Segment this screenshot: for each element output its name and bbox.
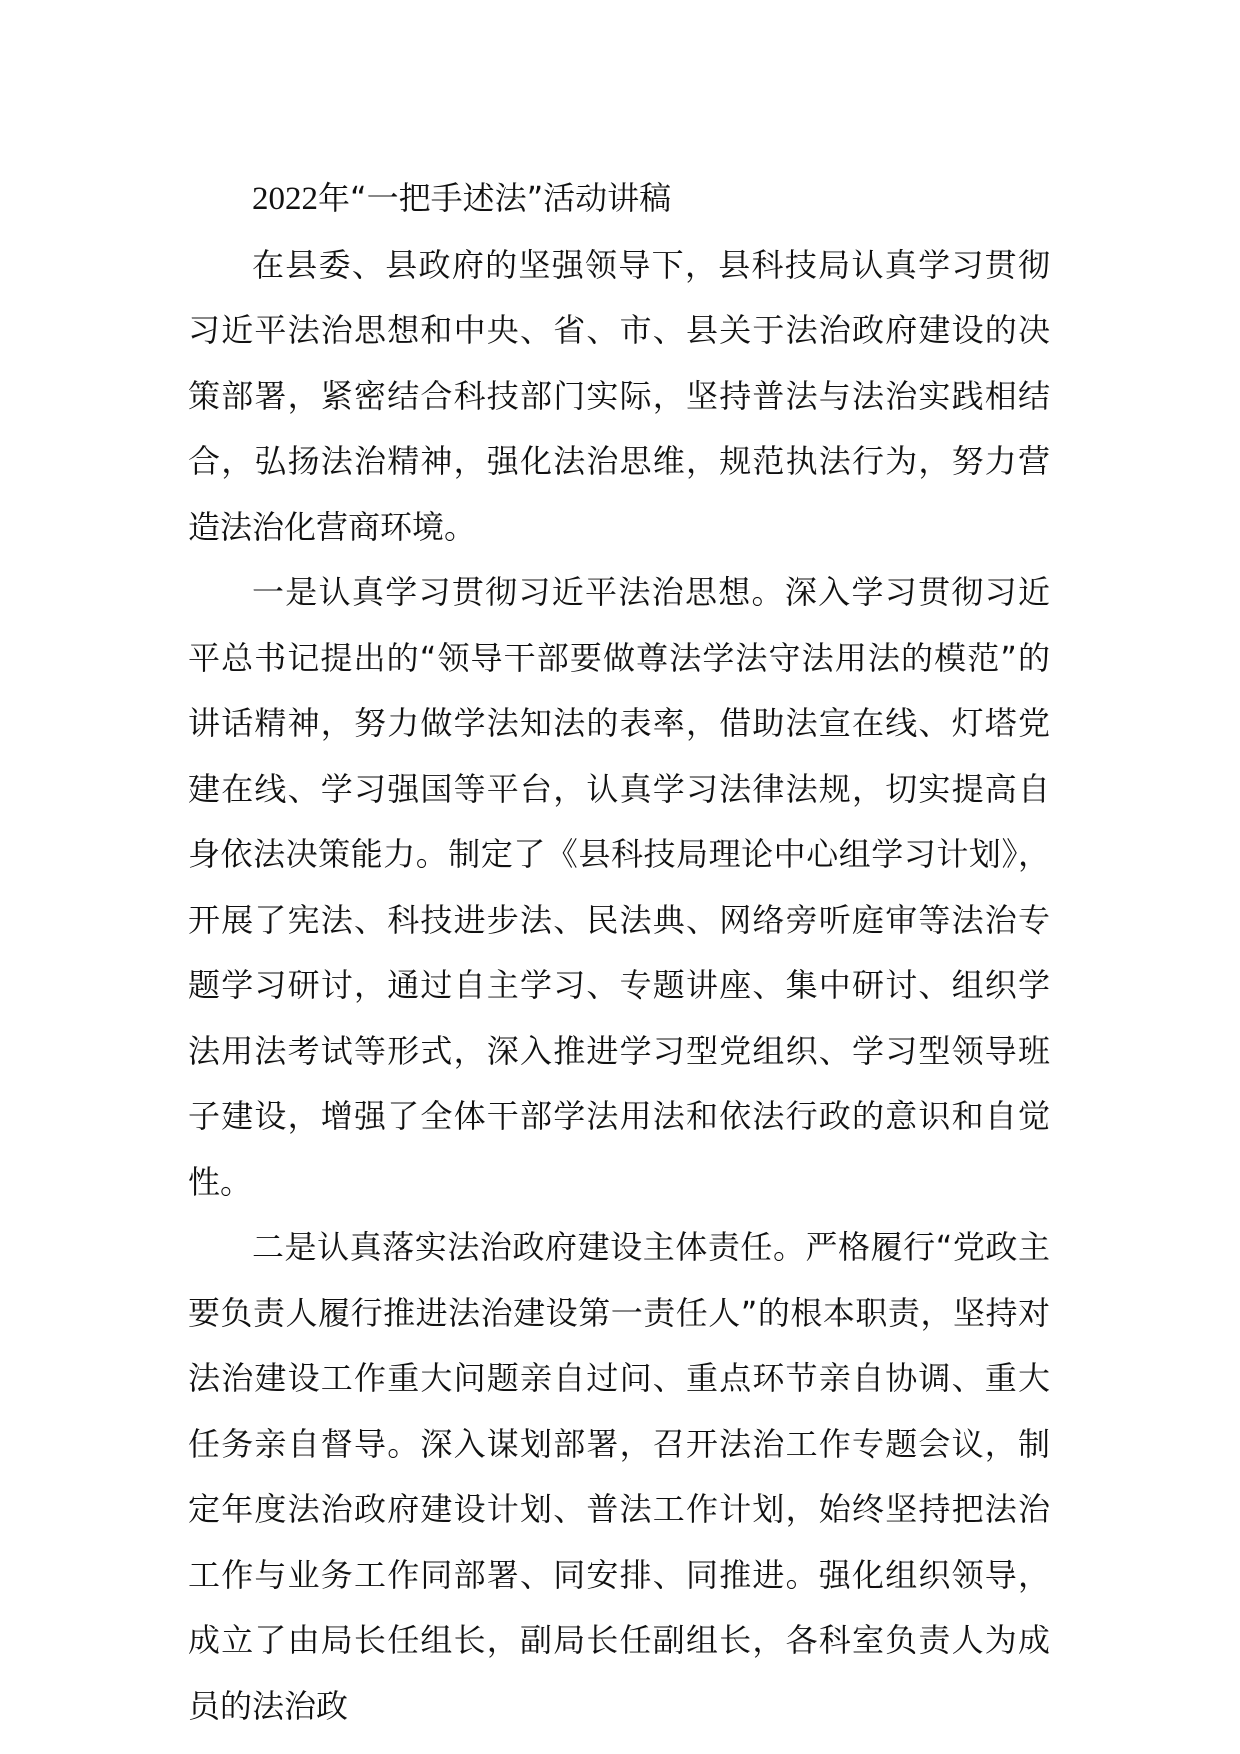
document-body <box>188 166 1050 1739</box>
paragraph-intro: 在县委、县政府的坚强领导下，县科技局认真学习贯彻习近平法治思想和中央、省、市、县关于法治政府建设的决策部署，紧密结合科技部门实际，坚持普法与法治实践相结合，弘扬法治精神，强化法治思维，规范执法行为，努力营造法治化营商环境。 <box>188 245 1050 546</box>
title-year: 2022 <box>252 181 318 217</box>
paragraph-point-one: 一是认真学习贯彻习近平法治思想。深入学习贯彻习近平总书记提出的“领导干部要做尊法学法守法用法的模范”的讲话精神，努力做学法知法的表率，借助法宣在线、灯塔党建在线、学习强国等平台，认真学习法律法规，切实提高自身依法决策能力。制定了《县科技局理论中心组学习计划》，开展了宪法、科技进步法、民法典、网络旁听庭审等法治专题学习研讨，通过自主学习、专题讲座、集中研讨、组织学法用法考试等形式，深入推进学习型党组织、学习型领导班子建设，增强了全体干部学法用法和依法行政的意识和自觉性。 <box>188 573 1050 1201</box>
document-title <box>188 166 1050 233</box>
title-text: 年“一把手述法”活动讲稿 <box>318 179 672 217</box>
paragraph-point-two: 二是认真落实法治政府建设主体责任。严格履行“党政主要负责人履行推进法治建设第一责任人”的根本职责，坚持对法治建设工作重大问题亲自过问、重点环节亲自协调、重大任务亲自督导。深入谋划部署，召开法治工作专题会议，制定年度法治政府建设计划、普法工作计划，始终坚持把法治工作与业务工作同部署、同安排、同推进。强化组织领导，成立了由局长任组长，副局长任副组长，各科室负责人为成员的法治政 <box>188 1228 1050 1725</box>
